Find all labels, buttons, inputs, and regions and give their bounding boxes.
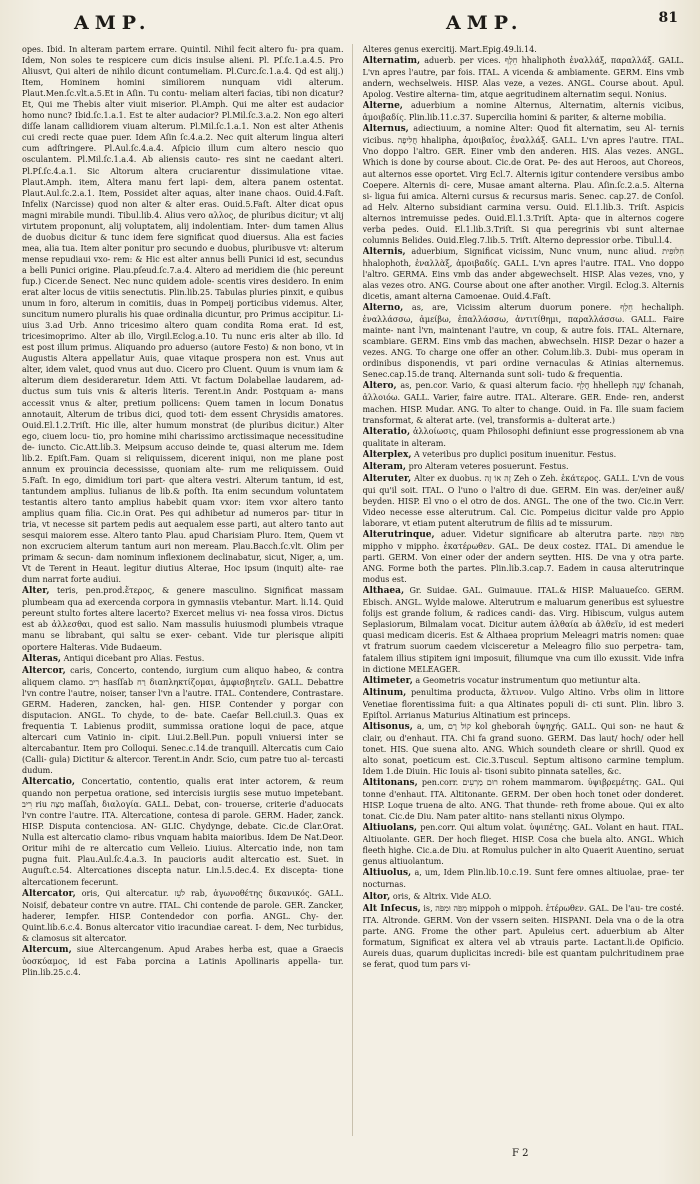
entry-headword: Alterno, [362,303,404,314]
dictionary-entry [363,449,685,461]
dictionary-entry [22,653,344,665]
dictionary-entry [22,585,344,652]
dictionary-entry [363,529,685,585]
entry-text: penultima producta, ἄλτινον. Vulgo Altino. Vrbs olim in littore Venetiae florentissima fuit: a qua Altinates populi di- cti sunt. Plin. libro 3. Epiſtol. Arrianus Maturius Altinatium est princeps. [362,687,684,720]
entry-text: opes. Ibid. In alteram partem errare. Quintil. Nihil fecit altero fu- pra quam. Idem, Non soles te respicere cum dicis insulse alieni. Pl. Pſ.ſc.1.a.4.5. Pro Aliusvt, Qui alteri de nihilo dicunt contumeliam. Pl.Curc.ſc.1.a.4. Qd est alij.) Item, Hominem homini similiorem nunquam vidi alterum. Plaut.Men.ſc.vlt.a.5.Et in Aſin. Tu contu- meliam alteri facias, tibi non dicatur? Et, Qui me Thebis alter viuit miserior. Pl.Amph. Qui me alter est audacior homo nunc? Ibid.ſc.1.a.1. Est te alter audacior? Pl.Mil.ſc.3.a.2. Non ego alteri diſſe lanam callidiorem viuam alterum. Pl.Mil.ſc.1.a.1. Non est alter Athenis cui credi recte quae puer. Idem Aſin ſc.4.a.2. Nec quit alterum lingua alteri cum adſtringere. Pl.Aul.ſc.4.a.4. Aſpicio illum cum altero nescio quo osculantem. Pl.Mil.ſc.1.a.4. Ab aliensis cauto- res sint ne caedant alteri. Pl.Pſ.ſc.4.a.1. Sic Altorum altera cruciarentur dissimulatione vitae. Plaut.Amph. item, Altera manu fert lapi- dem, altera panem ostentat. Plaut.Aul.ſc.2.a.1. Item, Possidet alter aquas, alter inane chaos. Ouid.4.Faſt. Infelix (Narcisse) quod non alter & alter eras. Ouid.5.Faſt. Alter dicat opus magni mirabile mundi. Tibul.lib.4. Alius vero αλλος, de pluribus dicitur; vt alij virtutem proponunt, alij voluptatem, alij indolentiam. Inter- dum tamen Alius de duobus dicitur & tunc idem fere significat quod diuersus. Alia est facies mea, alia tua. Item alter ponitur pro secundo e duobus, pluribusve vt: alterum mense repudiaui vxo- rem: & Hic est alter annus belli Punici id est, secundus a belli Punici origine. Plau.pſeud.ſc.7.a.4. Altero ad meridiem die (hic pereunt fup.) Cicer.de Senect. Nec nunc quidem adole- scentis vires desidero. In enim erat alter locus de vitiis senectutis. Plin.lib.25. Tabulas pluries pinxit, e quibus unum in foro, alterum in comitiis, duas in Pompeij porticibus videmus. Alter, suncitum numero pluralis his quae ordinalia dicuntur, pro Primus accipitur. Li- uius 3.ad Urb. Anno tricesimo altero quam condita Roma erat. Id est, tricesimoprimo. Alter ab illo, Virgil.Eclog.a.10. Tu nunc eris alter ab illo. Id est post illum primus. Aliquando pro aduerso (autore Festo) & non bono, vt in Augustis Altera appellatur Auis, quae vitaque prospera non est. Vnus aut alter, idem valet, quod vnus aut duo. Cicero pro Cluent. Quum is vnum iam & alterum diem desideraretur. Idem Atti. Vt factum Dolabellae laudarem, ad- ductus sum tuis vnis & alteris literis. Terent.in Andr. Postquam a- mans accessit vnus & alter, pretium pollicens: Quem tamen in locum Donatus annotauit, Alterum de tribus dici, quod toti- dem essent Chrysidis amatores. Ouid.El.1.2.Triſt. Hic ille, alter humum monstrat (de pluribus dicitur.) Alter ego, ciuem locu- tio, pro homine mihi charissimo arctissimaque necessitudine de- iuncto. Cic.Att.lib.3. Meipsum accuso deinde te, quasi alterum me. Idem lib.2. Epiſt.Fam. Quam si reliquissem, dicerent iniqui, non me plane post annum ex prouincia decessisse, quoniam alte- rum me reliquissem. Ouid 5.Faſt. In ego, dimidium tori part- que altera vestri. Alterum tantum, id est, tantundem amplius. Iulianus de lib.& poſth. Ita enim secundum voluntatem testantis altero tanto amplius habebit quam vxor: item vxor altero tanto amplius quam filia. Cic.in Orat. Pes qui adhibetur ad numeros par- titur in tria, vt necesse sit partem pedis aut aequalem esse parti, aut altero tanto aut sesqui maiorem esse. Altero tanto Plau. apud Charisiam Pluro. Item, Quem vt non excruciem alterum tantum auri non meream. Plau.Bacch.ſc.vlt. Olim per primam & secun- dam nominum inflexionem declinabatur, sicut, Niger, a, um. Vt de Terent in Heaut. legitur diutius Alterae, Hoc ipsum (inquit) alte- rae dum narrat forte audiui. [22,45,344,585]
entry-text: Concertatio, contentio, qualis erat inter actorem, & reum quando non perpetua oratione, sed intercisis iurgiis sese mutuo impetebant. רִיב riu מַצָּה maſſah, διαλογία. GALL. Debat, con- trouerse, criterie d'aduocats l'vn contre l'autre. ITA. Altercatione, contesa di parole. GERM. Hader, zanck. HISP. Disputa contenciosa. AN- GLIC. Chydynge, debate. Cic.de Clar.Orat. Nulla est altercatio clamo- ribus vnquam habita maioribus. Idem De Nat.Deor. Oritur mihi de re altercatio cum Velleio. Liuius. Altercatio inde, non tam pugna fuit. Plau.Aul.ſc.4.a.3. In paucioris audit altercatio est. Suet. in Auguſt.c.54. Altercationes discepta natur. Lin.l.5.dec.4. Ex discepta- tione altercationem fecerunt. [22,777,344,887]
entry-headword: Altiuolans, [362,823,418,834]
signature-mark: F 2 [512,1148,529,1159]
dictionary-entry [22,776,344,887]
entry-headword: Alteram, [362,461,407,472]
dictionary-entry [363,891,685,903]
running-head [22,10,684,44]
dictionary-entry [363,123,685,246]
dictionary-entry [22,888,344,944]
entry-headword: Alterutrinque, [362,530,435,541]
running-head-left: AMP. [74,12,152,34]
entry-text: a, um, Idem Plin.lib.10.c.19. Sunt fere omnes altiuolae, prae- ter nocturnas. [362,868,684,890]
dictionary-entry [363,675,685,687]
entry-headword: Alternus, [362,124,409,135]
entry-headword: Alt Inſecus, [362,903,421,914]
entry-text: oris, & Altrix. Vide ALO. [392,891,492,901]
dictionary-entry [363,380,685,425]
dictionary-entry [22,44,344,585]
entry-headword: Altisonus, [362,721,413,732]
entry-text: siue Altercangenum. Apud Arabes herba est, quae a Graecis ὑοσκύαμος, id est Faba porcina a Latinis Apollinaris appella- tur. Plin.lib.25.c.4. [22,944,344,977]
entry-headword: Alterplex, [362,449,412,460]
dictionary-entry [363,777,685,822]
dictionary-entry [22,665,344,776]
entry-text: pen.corr. רוּם מַרְעִים rohem mammarom. ὑψιβρεμέτης. GAL. Qui tonne d'enhaut. ITA. Altitonante. GERM. Der oben hoch tonet oder donderet. HISP. Loque truena de alto. ANG. That thunde- reth frome aboue. Qui ex alto tonat. Cic.de Diu. Nam pater altito- nans stellanti nixus Olympo. [362,778,684,822]
dictionary-entry [363,585,685,674]
entry-text: aduerbium, Significat vicissim, Nunc vnum, nunc aliud. חִלּוּפִית hhalophoth, ἐναλλὰξ, ἀμοιβαδίς. GALL. L'vn apres l'autre. ITAL. Vno doppo l'altro. GERMA. Eins vmb das ander abgewechselt. HISP. Alas vezes, vno, y alas vezes otro. ANG. Course about one after another. Virgil. Eclog.3. Alternis dicetis, amant alterna Camoenae. Ouid.4.Faſt. [362,246,684,302]
entry-headword: Altercator, [22,888,76,899]
entry-text: aduer. Videtur significare ab alterutra parte. מִפֹּה וּמִפֹּה mippho v mippho. ἑκατέρωθεν. GAL. De deux costez. ITAL. Di amendue le parti. GERM. Von einer oder der andern seytten. HIS. De vna y otra parte. ANG. Forme both the partes. Plin.lib.3.cap.7. Eadem in causa alterutrinque modus est. [362,530,684,585]
dictionary-entry [363,246,685,302]
entry-headword: Altero, [362,381,397,392]
entry-text: aduerb. per vices. חֵלֶף hhaliphoth ἐναλλάξ, παραλλάξ. GALL. L'vn apres l'autre, par fois. ITAL. A vicenda & ambiamente. GERM. Eins vmb andern, wechselweis. HISP. Alas veze, a vezes. ANGL. Course about. Apul. Apolog. Vestire alterna- tim, atque aegritudinem alternatim sequi. Nonius. [362,56,684,100]
entry-text: a, um, קוֹל רָם kol gheborah ὑψηχής. GALL. Qui son- ne haut & clair, ou d'enhaut. ITA. Chi fa grand suono. GERM. Das laut/ hoch/ oder hell tonet. HIS. Que suena alto. ANG. Which soundeth cleare or shrill. Quod ex alto sonat, poeticum est. Cic.3.Tuscul. Septum altisono carmine templum. Idem 1.de Diuin. Hic Iouis al- tisoni subito pinnata satelles, &c. [362,721,684,776]
entry-text: aduerbium a nomine Alternus, Alternatim, alternis vicibus, ἀμοιβαδίς. Plin.lib.11.c.37. Supercilia homini & pariter, & alterne mobilia. [362,101,684,123]
dictionary-entry [363,100,685,123]
dictionary-entry [363,55,685,100]
entry-headword: Alternatim, [362,56,421,67]
dictionary-entry [363,461,685,473]
dictionary-entry [363,867,685,890]
entry-headword: Alteras, [22,653,62,664]
entry-text: is, מִפֹּה וּמִפֹּה mippoh o mippoh. ἑτέρωθεν. GAL. De l'au- tre costé. ITA. Altronde. GERM. Von der vssern seiten. HISPANI. Dela vna o de la otra parte. ANG. Frome the other part. Apuleius cert. aduerbium ab Alter formatum, Significat ex altera vel ab vtrauis parte. Lactant.li.de Opificio. Aureis duas, quarum duplicitas incredi- bile est quantam pulchritudinem prae se ferat, quod tum pars vi- [362,903,684,969]
dictionary-entry [363,687,685,721]
entry-text: adiectiuum, a nomine Alter: Quod fit alternatim, seu Al- ternis vicibus. חֲלִיפָה hhalipha, ἀμοιβαῖος, ἐναλλάξ. GALL. L'vn apres l'autre. ITAL. Vno doppo l'altro. GER. Einer vmb den anderen. HIS. Alas vezes. ANGL. Which is done by course about. Cic.de Orat. Pe- des aut Heroos, aut Choreos, aut alternos esse oportet. Virg Ecl.7. Alternis igitur contendere versibus ambo Coepere. Alternis di- cere, Musae amant alterna. Plau. Aſin.ſc.2.a.5. Alterna si- ligua fui amica. Alterni cursus & recursus maris. Senec. cap.27. de Conſol. ad Helv. Alterno subsidiant carmina versu. Ouid. El.1.lib.3. Triſt. Aspicis alternos intremuisse pedes. Ouid.El.1.3.Triſt. Apta- que in alternos cogere verba pedes. Ouid. El.1.lib.3.Triſt. Si qua peregrinis vbi sunt alternae columnis Belides. Ouid.Eleg.7.lib.5. Triſt. Alterno depressior orbe. Tibul.l.4. [362,124,684,245]
right-column [363,44,685,1136]
entry-text: as, pen.cor. Vario, & quasi alterum facio. חֲלֵף hhelleph שָׁנָה ſchanah, ἀλλοιόω. GALL. Varier, faire autre. ITAL. Alterare. GER. Ende- ren, anderst machen. HISP. Mudar. ANG. To alter to change. Ouid. in Fa. Ille suam faciem transformat, & alterat arte. (vel, transformis a- dulterat arte.) [362,381,684,425]
entry-headword: Alteratio, [362,426,411,437]
entry-text: Antiqui dicebant pro Alias. Festus. [63,653,205,663]
dictionary-entry [22,944,344,978]
entry-headword: Altercatio, [22,777,76,788]
entry-headword: Altiuolus, [362,868,412,879]
dictionary-entry [363,426,685,449]
entry-text: pen.corr. Qui altum volat. ὑψιπέτης. GAL. Volant en haut. ITAL. Altiuolante. GER. Der hoch flieget. HISP. Cosa che buela alto. ANGL. Which fleeth highe. Cic.a.de Diu. at Romulus pulcher in alto Quaerit Auentino, seruat genus altiuolantum. [362,823,684,867]
dictionary-entry [363,903,685,970]
dictionary-entry [363,721,685,777]
entry-headword: Alterne, [362,101,403,112]
two-column-body [22,44,684,1136]
entry-text: a Geometris vocatur instrumentum quo metiuntur alta. [415,675,641,685]
entry-text: ἀλλοίωσις, quam Philosophi definiunt esse progressionem ab vna qualitate in alteram. [362,426,684,448]
dictionary-entry [363,302,685,380]
page-number: 81 [658,10,678,26]
entry-headword: Altercum, [22,944,72,955]
entry-headword: Altor, [362,891,391,902]
entry-headword: Altercor, [22,665,66,676]
entry-headword: Alteruter, [362,473,412,484]
entry-headword: Altitonans, [362,778,418,789]
dictionary-entry [363,473,685,529]
entry-text: teris, pen.prod.ἕτερος, & genere masculino. Significat massam plumbeam qua ad exercenda corpora in gymnasiis vtebantur. Mart. li.14. Quid pereunt stulto fortes altere lacerto? Exercet melius vi- nea fossa viros. Dictus est ab ἀλλεσθαι, quod est salio. Nam massulis huiusmodi plumbeis vtraque manu se librabant, qui saltu se exer- cebant. Vide tur plerisque alipiti oportere Halteras. Vide Budaeum. [22,586,344,652]
entry-text: as, are, Vicissim alterum duorum ponere. חֵלֶף hechaliph. ἐναλλάσσω, ἀμείβω, ἐπαλλάσσω, ἀντιτίθημι, παραλλάσσω. GALL. Faire mainte- nant l'vn, maintenant l'autre, vn coup, & autre fois. ITAL. Alternare, scambiare. GERM. Eins vmb das machen, abwechseln. HISP. Dezar o hazer a vezes. ANG. To charge one offer an other. Colum.lib.3. Dubi- mus operam in ordinibus disponendis, vt pari ordine vernaculas & Atinias alternemus. Senec.cap.15.de tranq. Alternanda sunt soli- tudo & frequentia. [362,303,684,380]
running-head-right: AMP. [446,12,524,34]
entry-text: oris, Qui altercatur. לֹעֵז rab, ἀγωνοθέτης δικανικός. GALL. Noisif, debateur contre vn autre. ITAL. Chi contende de parole. GER. Zancker, haderer, Iempfer. HISP. Contendedor con porfia. ANGL. Chy- der. Quint.lib.6.c.4. Bonus altercator vitio iracundiae careat. I- dem, Nec turbidus, & clamosus sit altercator. [22,888,344,943]
entry-headword: Altimeter, [362,675,413,686]
dictionary-entry [363,44,685,55]
entry-text: Alter ex duobus. זֶה אוֹ זֶה Zeh o Zeh. ἑκάτερος. GALL. L'vn de vous qui qu'il soit. ITAL. O l'uno o l'altro di due. GERM. Ein was. der/einer auß/ beyden. HISP. El vno o el otro de dos. ANGL. The one of the two. Cic.in Verr. Video necesse esse alterutrum. Cal. Cic. Pompeius dicitur valde pro Appio laborare, vt etiam putent alterutrum de filiis ad te missurum. [362,473,684,528]
entry-headword: Altinum, [362,687,407,698]
entry-text: A veteribus pro duplici positum inuenitur. Festus. [414,449,617,459]
entry-text: Gr. Suidae. GAL. Guimauue. ITAL.& HISP. Maluaueſco. GERM. Ebisch. ANGL. Wylde malowe. Alterutrum e maluarum generibus est syluestre folijs est grande folium, & radices candi- das. Virg. Hibiscum, vulgus autem Seplasiorum, Bilmalam vocat. Dicitur autem ἀλθαία ab ἀλθεῖν, id est mederi quasi medicam diceris. Est & Althaea proprium Meleagri matris nomen: quae vt fratrum suorum caedem vlcisceretur a Meleagro filio suo perpetra- tam, fatalem illius stipitem igni imposuit, filiumque vna cum illo exussit. Vide infra in dictione MELEAGER. [362,586,684,674]
entry-headword: Althaea, [362,586,405,597]
entry-text: Alteres genus exercitij. Mart.Epig.49.li.14. [362,45,537,54]
entry-headword: Alternis, [362,246,406,257]
left-column [22,44,353,1136]
entry-headword: Alter, [22,586,50,597]
dictionary-entry [363,822,685,867]
entry-text: caris, Concerto, contendo, iurgium cum aliquo habeo, & contra aliquem clamo. רִיב hasſſab רַח διαπληκτίζομαι, ἀμφισβητεῖν. GALL. Debattre l'vn contre l'autre, noiser, tanser l'vn a l'autre. ITAL. Contendere, Contrastare. GERM. Haderen, zancken, hal- gen. HISP. Contender y porgar con disputacion. ANGL. To chyde, to de- bate. Caeſar Bell.ciuil.3. Quas ex frequentia T. Labienus prodiit, summissa oratione loqui de pace, atque altercari cum Vatinio in- cipit. Liui.2.Bell.Pun. populi vniuersi inter se altercabantur. Item pro Colloqui. Senec.c.14.de tranquill. Altercatis cum Caio (Calli- gula) Dictitur & altercor. Terent.in Andr. Scio, cum patre tuo al- tercasti dudum. [22,665,344,776]
entry-text: pro Alteram veteres posuerunt. Festus. [408,461,569,471]
